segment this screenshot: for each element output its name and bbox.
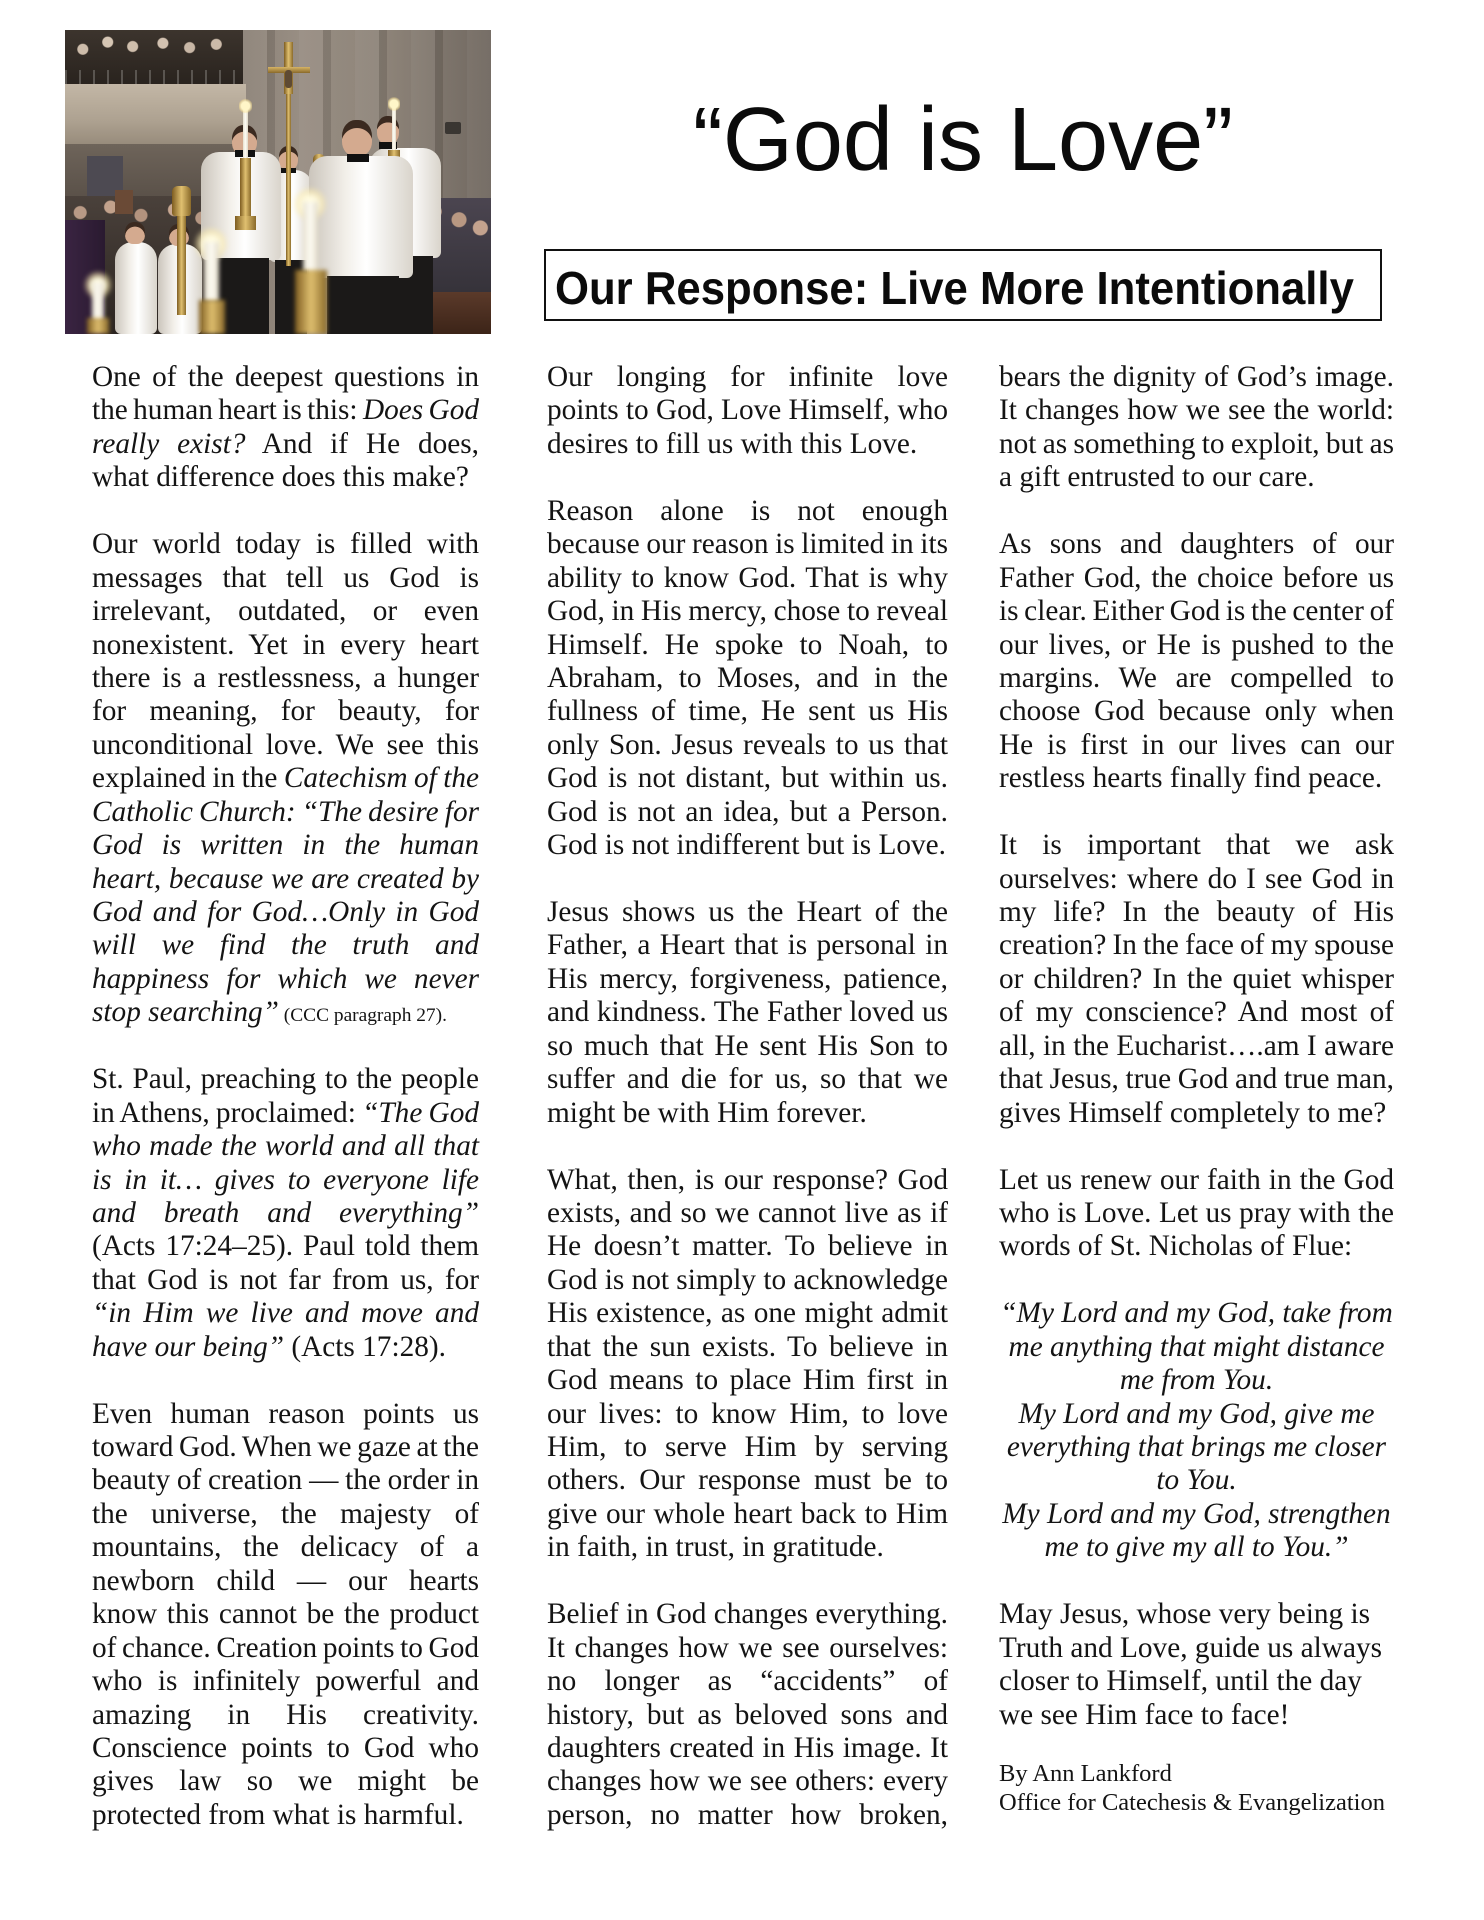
paragraph-important-questions xyxy=(999,829,1394,1130)
text-run: the human heart is this: xyxy=(92,394,363,427)
text-line: gives law so we might be xyxy=(92,1765,479,1798)
text-line: God means to place Him first in xyxy=(547,1364,948,1397)
text-line: daughters created in His image. It xyxy=(547,1731,948,1764)
procession-photo xyxy=(65,30,491,334)
text-line: amazing in His creativity. xyxy=(92,1698,479,1731)
italic-run: stop searching” xyxy=(92,996,279,1029)
text-line: newborn child — our hearts xyxy=(92,1564,479,1597)
quote-line: “in Him we live and move and xyxy=(92,1297,479,1330)
text-line: in faith, in trust, in gratitude. xyxy=(547,1531,884,1564)
candle xyxy=(243,110,248,158)
paragraph-heart-of-father xyxy=(547,896,948,1130)
text-line: Abraham, to Moses, and in the xyxy=(547,661,948,694)
text-line: Let us renew our faith in the God xyxy=(999,1163,1394,1196)
column-1 xyxy=(92,361,479,1832)
raised-book xyxy=(115,190,133,214)
text-line: He is first in our lives can our xyxy=(999,728,1394,761)
text-line: words of St. Nicholas of Flue: xyxy=(999,1230,1353,1263)
text-run: explained in the xyxy=(92,762,284,795)
foreground-candle-base xyxy=(87,318,109,334)
paragraph-longing xyxy=(547,361,948,461)
text-line: Reason alone is not enough xyxy=(547,494,948,527)
paragraph-closing xyxy=(999,1598,1394,1732)
text-line: Him, to serve Him by serving xyxy=(547,1431,948,1463)
pews xyxy=(427,292,491,334)
paragraph-reason xyxy=(92,1398,479,1833)
altar-server-head xyxy=(125,222,145,244)
balcony-railing xyxy=(65,70,243,84)
text-line: history, but as beloved sons and xyxy=(547,1698,948,1731)
text-run: And if He does, xyxy=(245,427,479,460)
text-line: exists, and so we cannot live as if xyxy=(547,1196,948,1229)
quote-line: who made the world and all that xyxy=(92,1130,479,1163)
altar-server-head xyxy=(342,120,372,156)
text-line: points to God, Love Himself, who xyxy=(547,394,948,427)
text-line: May Jesus, whose very being is xyxy=(999,1598,1371,1631)
paragraph-belief xyxy=(547,1598,948,1832)
prayer-line: My Lord and my God, strengthen xyxy=(1002,1497,1391,1530)
paragraph-renew-faith xyxy=(999,1164,1394,1264)
altar-server-cassock xyxy=(327,276,399,334)
text-line: so much that He sent His Son to xyxy=(547,1029,948,1062)
text-line: It changes how we see the world: xyxy=(999,394,1394,427)
text-line: our lives, or He is pushed to the xyxy=(999,628,1394,661)
column-2 xyxy=(547,361,948,1832)
torch-head xyxy=(172,186,191,216)
text-line: As sons and daughters of our xyxy=(999,528,1394,561)
text-line: nonexistent. Yet in every heart xyxy=(92,628,479,661)
candle xyxy=(392,108,396,152)
text-line: all, in the Eucharist….am I aware xyxy=(999,1029,1394,1062)
text-line: our lives: to know Him, to love xyxy=(547,1397,948,1430)
text-line xyxy=(92,996,479,1029)
quote-line: God is written in the human xyxy=(92,829,479,862)
text-line: Truth and Love, guide us always xyxy=(999,1631,1382,1664)
text-line: Father God, the choice before us xyxy=(999,561,1394,594)
prayer-line: me to give my all to You.” xyxy=(1044,1531,1349,1564)
text-line: we see Him face to face! xyxy=(999,1698,1290,1731)
text-line: that the sun exists. To believe in xyxy=(547,1330,948,1363)
candlestick-base xyxy=(235,216,256,230)
citation: (Acts 17:28). xyxy=(284,1330,446,1363)
text-line: for meaning, for beauty, for xyxy=(92,695,479,728)
text-line: what difference does this make? xyxy=(92,461,469,494)
subtitle: Our Response: Live More Intentionally xyxy=(554,261,1354,314)
text-line: irrelevant, outdated, or even xyxy=(92,595,479,628)
text-line: God, in His mercy, chose to reveal xyxy=(547,595,948,628)
text-line: give our whole heart back to Him xyxy=(547,1497,948,1530)
italic-run: Catechism of the xyxy=(283,762,479,795)
text-line: God is not an idea, but a Person. xyxy=(547,795,948,828)
author-name: By Ann Lankford xyxy=(999,1760,1172,1788)
text-line: St. Paul, preaching to the people xyxy=(92,1063,479,1096)
text-line: choose God because only when xyxy=(999,695,1394,728)
text-line: or children? In the quiet whisper xyxy=(999,962,1394,995)
text-line: messages that tell us God is xyxy=(92,561,479,594)
quote-line: heart, because we are created by xyxy=(92,862,479,895)
text-line: that God is not far from us, for xyxy=(92,1263,479,1296)
prayer-line: “My Lord and my God, take from xyxy=(1000,1297,1393,1330)
paragraph-our-response xyxy=(547,1164,948,1565)
text-line: Our longing for infinite love xyxy=(547,361,948,393)
text-line: a gift entrusted to our care. xyxy=(999,461,1315,494)
candle-flame xyxy=(239,98,252,114)
text-line: He doesn’t matter. To believe in xyxy=(547,1230,948,1263)
text-line: Father, a Heart that is personal in xyxy=(547,929,948,962)
text-line: not as something to exploit, but as xyxy=(999,427,1394,460)
text-line: gives Himself completely to me? xyxy=(999,1096,1387,1129)
text-line: God is not distant, but within us. xyxy=(547,762,948,795)
author-office: Office for Catechesis & Evangelization xyxy=(999,1789,1385,1817)
italic-run: “The God xyxy=(362,1096,479,1129)
paragraph-belief-continued xyxy=(999,361,1394,495)
altar-server-collar xyxy=(347,154,369,162)
text-line xyxy=(92,428,479,461)
text-line: One of the deepest questions in xyxy=(92,361,479,393)
paragraph-st-paul xyxy=(92,1063,479,1364)
text-line: know this cannot be the product xyxy=(92,1598,479,1631)
text-line: the universe, the majesty of xyxy=(92,1497,479,1530)
text-line: that Jesus, true God and true man, xyxy=(999,1063,1394,1096)
text-line: Even human reason points us xyxy=(92,1397,479,1430)
quote-line: will we find the truth and xyxy=(92,929,479,962)
wall-speaker xyxy=(445,122,461,134)
text-line: ourselves: where do I see God in xyxy=(999,862,1394,895)
text-line: of chance. Creation points to God xyxy=(92,1631,479,1664)
text-run: in Athens, proclaimed: xyxy=(92,1096,363,1129)
text-line: Jesus shows us the Heart of the xyxy=(547,896,948,928)
italic-run: Does God xyxy=(362,394,479,427)
crucifix-corpus xyxy=(285,70,292,88)
paragraph-world xyxy=(92,528,479,1030)
text-line: others. Our response must be to xyxy=(547,1464,948,1497)
prayer-line: to You. xyxy=(1156,1464,1237,1497)
text-line: Himself. He spoke to Noah, to xyxy=(547,628,948,661)
text-line: mountains, the delicacy of a xyxy=(92,1531,479,1564)
candle-flame xyxy=(388,96,400,112)
prayer-line: everything that brings me closer xyxy=(1006,1431,1387,1463)
text-line: God is not simply to acknowledge xyxy=(547,1263,948,1296)
text-line: suffer and die for us, so that we xyxy=(547,1063,948,1096)
text-line: His mercy, forgiveness, patience, xyxy=(547,962,948,995)
text-line: who is Love. Let us pray with the xyxy=(999,1196,1394,1229)
text-line: bears the dignity of God’s image. xyxy=(999,361,1394,393)
altar-server-surplice xyxy=(115,242,157,334)
text-line xyxy=(92,394,479,427)
text-line: desires to fill us with this Love. xyxy=(547,427,918,460)
candlestick xyxy=(240,158,251,224)
text-line: protected from what is harmful. xyxy=(92,1798,464,1831)
text-line: my life? In the beauty of His xyxy=(999,896,1394,928)
prayer-line: me anything that might distance xyxy=(1008,1330,1385,1363)
paragraph-revelation xyxy=(547,495,948,863)
text-line xyxy=(92,762,479,795)
quote-line: happiness for which we never xyxy=(92,962,479,995)
text-line: changes how we see others: every xyxy=(547,1765,948,1798)
quote-line: Catholic Church: “The desire for xyxy=(92,795,479,828)
text-line: because our reason is limited in its xyxy=(547,528,948,561)
subtitle-box xyxy=(544,249,1382,321)
prayer-st-nicholas xyxy=(999,1297,1394,1565)
text-line: creation? In the face of my spouse xyxy=(999,929,1394,962)
text-line: It changes how we see ourselves: xyxy=(547,1631,948,1664)
text-line: person, no matter how broken, xyxy=(547,1798,948,1831)
text-line: unconditional love. We see this xyxy=(92,728,479,761)
text-line: Belief in God changes everything. xyxy=(547,1598,948,1631)
text-line: is clear. Either God is the center of xyxy=(999,595,1394,628)
quote-line: and breath and everything” xyxy=(92,1196,479,1229)
text-line: margins. We are compelled to xyxy=(999,661,1394,694)
italic-run: really exist? xyxy=(92,427,246,460)
quote-line: God and for God…Only in God xyxy=(92,896,479,928)
prayer-line: My Lord and my God, give me xyxy=(1018,1397,1375,1430)
italic-run: have our being” xyxy=(92,1330,285,1363)
text-line: might be with Him forever. xyxy=(547,1096,867,1129)
text-line: who is infinitely powerful and xyxy=(92,1665,479,1698)
paragraph-intro xyxy=(92,361,479,495)
text-line: What, then, is our response? God xyxy=(547,1163,948,1196)
foreground-candle-base xyxy=(199,300,225,334)
foreground-candle xyxy=(204,242,219,302)
prayer-line: me from You. xyxy=(1119,1364,1274,1397)
text-line: It is important that we ask xyxy=(999,829,1394,862)
text-line: closer to Himself, until the day xyxy=(999,1665,1362,1698)
text-line: only Son. Jesus reveals to us that xyxy=(547,728,948,761)
text-line: there is a restlessness, a hunger xyxy=(92,661,479,694)
balcony-ledge xyxy=(65,84,246,144)
text-line: restless hearts finally find peace. xyxy=(999,762,1383,795)
page-title: “God is Love” xyxy=(692,90,1234,190)
text-line xyxy=(92,1097,479,1130)
text-line: fullness of time, He sent us His xyxy=(547,695,948,728)
quote-line: is in it… gives to everyone life xyxy=(92,1163,479,1196)
text-line: and kindness. The Father loved us xyxy=(547,996,948,1029)
text-line xyxy=(92,1331,479,1364)
paragraph-sons-and-daughters xyxy=(999,528,1394,796)
text-line: toward God. When we gaze at the xyxy=(92,1431,479,1463)
citation: (CCC paragraph 27). xyxy=(278,1005,447,1027)
byline xyxy=(999,1759,1394,1817)
foreground-candle-base xyxy=(295,270,327,334)
text-line: God is not indifferent but is Love. xyxy=(547,829,946,862)
text-line: (Acts 17:24–25). Paul told them xyxy=(92,1230,479,1263)
column-3 xyxy=(999,361,1394,1817)
text-line: no longer as “accidents” of xyxy=(547,1665,948,1698)
foreground-candle xyxy=(303,202,318,272)
text-line: beauty of creation — the order in xyxy=(92,1464,479,1497)
text-line: Conscience points to God who xyxy=(92,1731,479,1764)
text-line: of my conscience? And most of xyxy=(999,996,1394,1029)
text-line: His existence, as one might admit xyxy=(547,1297,948,1330)
foreground-candle xyxy=(92,282,104,322)
text-line: ability to know God. That is why xyxy=(547,561,948,594)
text-line: Our world today is filled with xyxy=(92,528,479,561)
